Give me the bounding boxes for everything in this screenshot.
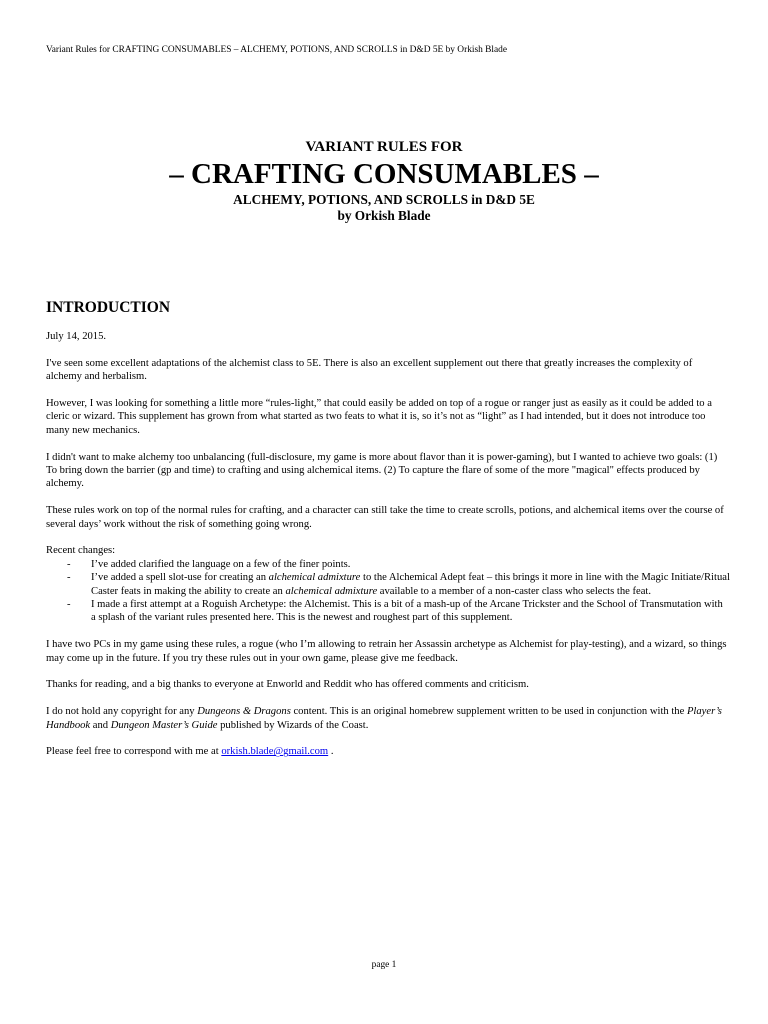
running-header: Variant Rules for CRAFTING CONSUMABLES – ALCHEMY, POTIONS, AND SCROLLS in D&D 5E by Orkish Blade bbox=[46, 45, 508, 55]
main-title: – CRAFTING CONSUMABLES – bbox=[169, 158, 599, 190]
contact-paragraph bbox=[46, 745, 730, 758]
copyright-text: and bbox=[90, 719, 111, 731]
list-item-text: I made a first attempt at a Roguish Archetype: the Alchemist. This is a bit of a mash-up of the Arcane Trickster and the School of Transmutation with a splash of the variant rules presented here. This is the newest and roughest part of this supplement. bbox=[91, 599, 723, 624]
recent-changes-label: Recent changes: bbox=[46, 545, 116, 557]
recent-changes-list bbox=[46, 558, 730, 625]
bullet-dash: - bbox=[67, 599, 71, 611]
list-item bbox=[46, 598, 730, 625]
copyright-text: published by Wizards of the Coast. bbox=[217, 719, 369, 731]
copyright-text: I do not hold any copyright for any bbox=[46, 706, 198, 718]
emphasis-title: Dungeons & Dragons bbox=[197, 706, 291, 718]
paragraph-2: However, I was looking for something a little more “rules-light,” that could easily be added on top of a rogue or ranger just as easily as it could be added to a cleric or wizard. This supplement has grown from what started as two feats to what it is, so it’s not as “light” as I had intended, but it does not introduce too many new mechanics. bbox=[46, 398, 712, 436]
title-line-variant-rules: VARIANT RULES FOR bbox=[305, 139, 463, 155]
emphasis-title: Player’s Handbook bbox=[46, 706, 722, 731]
bullet-dash: - bbox=[67, 558, 71, 570]
copyright-paragraph bbox=[46, 705, 730, 732]
list-item bbox=[46, 558, 730, 571]
paragraph-1: I've seen some excellent adaptations of the alchemist class to 5E. There is also an excellent supplement out there that greatly increases the complexity of alchemy and herbalism. bbox=[46, 357, 693, 383]
list-item-text: I’ve added a spell slot-use for creating an bbox=[91, 572, 269, 584]
copyright-text: content. This is an original homebrew supplement written to be used in conjunction with the bbox=[290, 706, 687, 718]
list-item bbox=[46, 571, 730, 598]
emphasis-term: alchemical admixture bbox=[285, 585, 378, 597]
bullet-dash: - bbox=[67, 572, 71, 584]
email-link[interactable]: orkish.blade@gmail.com bbox=[221, 746, 329, 758]
title-block bbox=[0, 138, 768, 224]
paragraph-3: I didn't want to make alchemy too unbalancing (full-disclosure, my game is more about flavor than it is power-gaming), but I wanted to achieve two goals: (1) To bring down the barrier (gp and time) to crafting and using alchemical items. (2) To capture the flare of some of the more "magical" effects produced by alchemy. bbox=[46, 451, 718, 490]
emphasis-title: Dungeon Master’s Guide bbox=[110, 719, 218, 731]
document-body bbox=[46, 299, 730, 772]
paragraph-5: I have two PCs in my game using these rules, a rogue (who I’m allowing to retrain her Assassin archetype as Alchemist for play-testing), and a wizard, so things may come up in the future. If you try these rules out in your own game, please give me feedback. bbox=[46, 639, 727, 664]
paragraph-6: Thanks for reading, and a big thanks to everyone at Enworld and Reddit who has offered comments and criticism. bbox=[46, 679, 529, 691]
list-item-text: to the Alchemical Adept feat – this brings it more in line with the Magic Initiate/Ritual Caster feats in making the ability to create an bbox=[91, 572, 730, 597]
emphasis-term: alchemical admixture bbox=[268, 572, 361, 584]
date-paragraph: July 14, 2015. bbox=[46, 331, 107, 342]
list-item-text: I’ve added clarified the language on a few of the finer points. bbox=[91, 558, 351, 570]
paragraph-4: These rules work on top of the normal rules for crafting, and a character can still take the time to create scrolls, potions, and alchemical items over the course of several days’ work without the risk of something going wrong. bbox=[46, 505, 724, 530]
list-item-text: available to a member of a non-caster class who selects the feat. bbox=[377, 585, 651, 597]
page-number: page 1 bbox=[371, 960, 397, 970]
introduction-heading: INTRODUCTION bbox=[46, 299, 171, 316]
subtitle: ALCHEMY, POTIONS, AND SCROLLS in D&D 5E bbox=[233, 192, 535, 207]
author-line: by Orkish Blade bbox=[337, 208, 431, 223]
contact-text: . bbox=[328, 746, 334, 758]
contact-text: Please feel free to correspond with me at bbox=[46, 746, 222, 758]
